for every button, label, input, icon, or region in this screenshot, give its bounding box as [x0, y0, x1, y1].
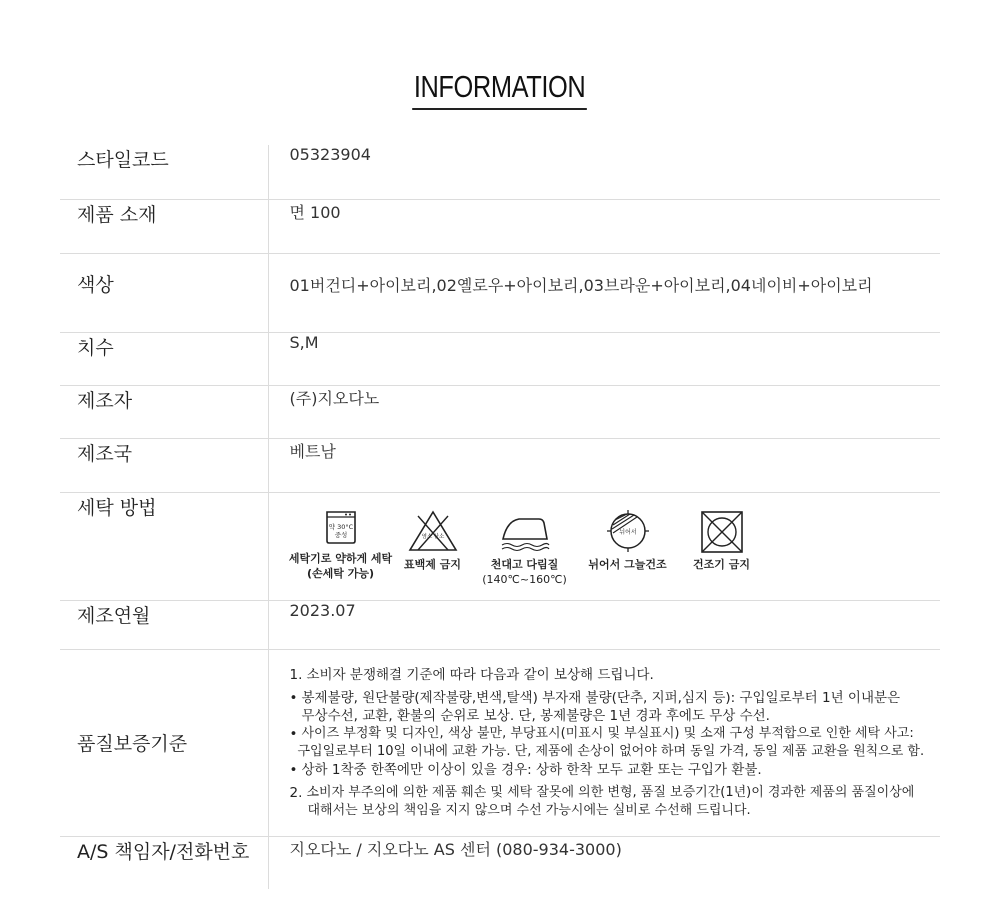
care-item-iron	[476, 509, 574, 587]
label-style-code	[60, 145, 268, 199]
row-material	[60, 199, 940, 253]
page-title: INFORMATION	[413, 68, 588, 110]
care-caption	[693, 557, 750, 572]
warranty-item-1	[290, 666, 941, 684]
value-text: 05323904	[289, 145, 371, 164]
value-washing	[268, 492, 940, 600]
label-text: A/S 책임자/전화번호	[77, 840, 250, 863]
label-text: 제조국	[77, 442, 133, 465]
caption-line2: (140℃~160℃)	[482, 572, 567, 586]
value-text: 01버건디+아이보리,02옐로우+아이보리,03브라운+아이보리,04네이비+아이보리	[289, 275, 873, 295]
bullet-line: 상하 1착중 한쪽에만 이상이 있을 경우: 상하 한착 모두 교환 또는 구입가 환불.	[301, 761, 762, 778]
label-country	[60, 438, 268, 492]
label-text: 치수	[77, 336, 114, 359]
item-number: 1.	[289, 666, 303, 683]
bullet-line: 구입일로부터 10일 이내에 교환 가능. 단, 제품에 손상이 없어야 하며 동일 가격, 동일 제품 교환을 원칙으로 함.	[297, 743, 925, 759]
item-text: 소비자 부주의에 의한 제품 훼손 및 세탁 잘못에 의한 변형, 품질 보증기간(1년)이 경과한 제품의 품질이상에	[306, 784, 915, 800]
label-size	[60, 332, 268, 385]
care-item-dry	[574, 509, 682, 572]
row-style-code	[60, 145, 940, 199]
warranty-text	[290, 650, 941, 820]
iron-icon	[499, 509, 551, 553]
value-warranty	[268, 649, 940, 836]
caption-line1: 천대고 다림질	[490, 557, 559, 571]
row-maker	[60, 385, 940, 438]
label-text: 스타일코드	[77, 149, 169, 171]
wash-neutral-text: 중성	[334, 530, 347, 539]
label-text: 제품 소재	[77, 203, 157, 226]
no-bleach-icon	[407, 509, 459, 553]
value-color	[268, 253, 940, 332]
oxygen-text: 산소	[433, 533, 444, 540]
caption-line1: 건조기 금지	[693, 557, 750, 571]
row-as	[60, 836, 940, 889]
label-color	[60, 253, 268, 332]
care-item-bleach	[390, 509, 476, 572]
bullet-dot: •	[289, 761, 298, 778]
label-material	[60, 199, 268, 253]
care-caption	[404, 557, 461, 572]
row-color	[60, 253, 940, 332]
care-icons	[290, 493, 941, 587]
warranty-bullet-2	[290, 725, 941, 761]
value-material	[268, 199, 940, 253]
label-maker	[60, 385, 268, 438]
caption-line1: 뉘어서 그늘건조	[588, 557, 667, 571]
value-maker	[268, 385, 940, 438]
wash-temp-text: 약 30°C	[328, 522, 353, 531]
row-size	[60, 332, 940, 385]
caption-line1: 세탁기로 약하게 세탁	[288, 551, 393, 565]
wash-tub-icon	[323, 509, 359, 545]
item-number: 2.	[289, 784, 303, 801]
page-title-wrap	[0, 68, 1000, 110]
value-as	[268, 836, 940, 889]
value-text: (주)지오다노	[289, 388, 380, 408]
label-text: 제조자	[77, 389, 133, 412]
bullet-dot: •	[289, 725, 298, 742]
care-item-wash	[288, 509, 393, 581]
label-text: 품질보증기준	[77, 733, 188, 755]
care-item-tumble	[682, 509, 762, 572]
value-text: 면 100	[289, 202, 341, 222]
warranty-bullet-3	[290, 761, 941, 779]
bullet-dot: •	[289, 689, 298, 706]
row-country	[60, 438, 940, 492]
label-as	[60, 836, 268, 889]
value-size	[268, 332, 940, 385]
label-warranty	[60, 649, 268, 836]
row-washing	[60, 492, 940, 600]
caption-line1: 표백제 금지	[404, 557, 461, 571]
caption-line2: (손세탁 가능)	[307, 566, 375, 580]
warranty-bullet-1	[290, 689, 941, 725]
value-text: S,M	[289, 332, 319, 352]
value-text: 2023.07	[289, 600, 356, 620]
no-tumble-dry-icon	[699, 509, 745, 555]
warranty-item-2	[290, 784, 941, 820]
row-warranty	[60, 649, 940, 836]
bullet-line: 사이즈 부정확 및 디자인, 색상 불만, 부당표시(미표시 및 부실표시) 및 소재 구성 부적합으로 인한 세탁 사고:	[301, 725, 914, 741]
value-style-code	[268, 145, 940, 199]
care-caption	[588, 557, 666, 572]
row-date	[60, 600, 940, 649]
value-text: 지오다노 / 지오다노 AS 센터 (080-934-3000)	[289, 839, 622, 859]
value-text: 베트남	[289, 441, 336, 461]
flat-dry-text: 뉘어서	[618, 528, 637, 536]
item-text: 대해서는 보상의 책임을 지지 않으며 수선 가능시에는 실비로 수선해 드립니다.	[307, 802, 751, 818]
label-text: 색상	[77, 273, 114, 296]
value-date	[268, 600, 940, 649]
care-caption	[482, 557, 567, 587]
care-caption	[289, 551, 392, 581]
label-washing	[60, 492, 268, 600]
product-info-table	[60, 145, 940, 889]
chlorine-text: 염소	[421, 533, 432, 540]
shade-dry-icon	[604, 509, 652, 553]
label-text: 세탁 방법	[77, 496, 157, 519]
bullet-line: 무상수선, 교환, 환불의 순위로 보상. 단, 봉제불량은 1년 경과 후에도 무상 수선.	[301, 707, 770, 724]
label-text: 제조연월	[77, 604, 151, 627]
label-date	[60, 600, 268, 649]
bullet-line: 봉제불량, 원단불량(제작불량,변색,탈색) 부자재 불량(단추, 지퍼,심지 등): 구입일로부터 1년 이내분은	[301, 689, 901, 706]
value-country	[268, 438, 940, 492]
item-text: 소비자 분쟁해결 기준에 따라 다음과 같이 보상해 드립니다.	[306, 666, 654, 683]
